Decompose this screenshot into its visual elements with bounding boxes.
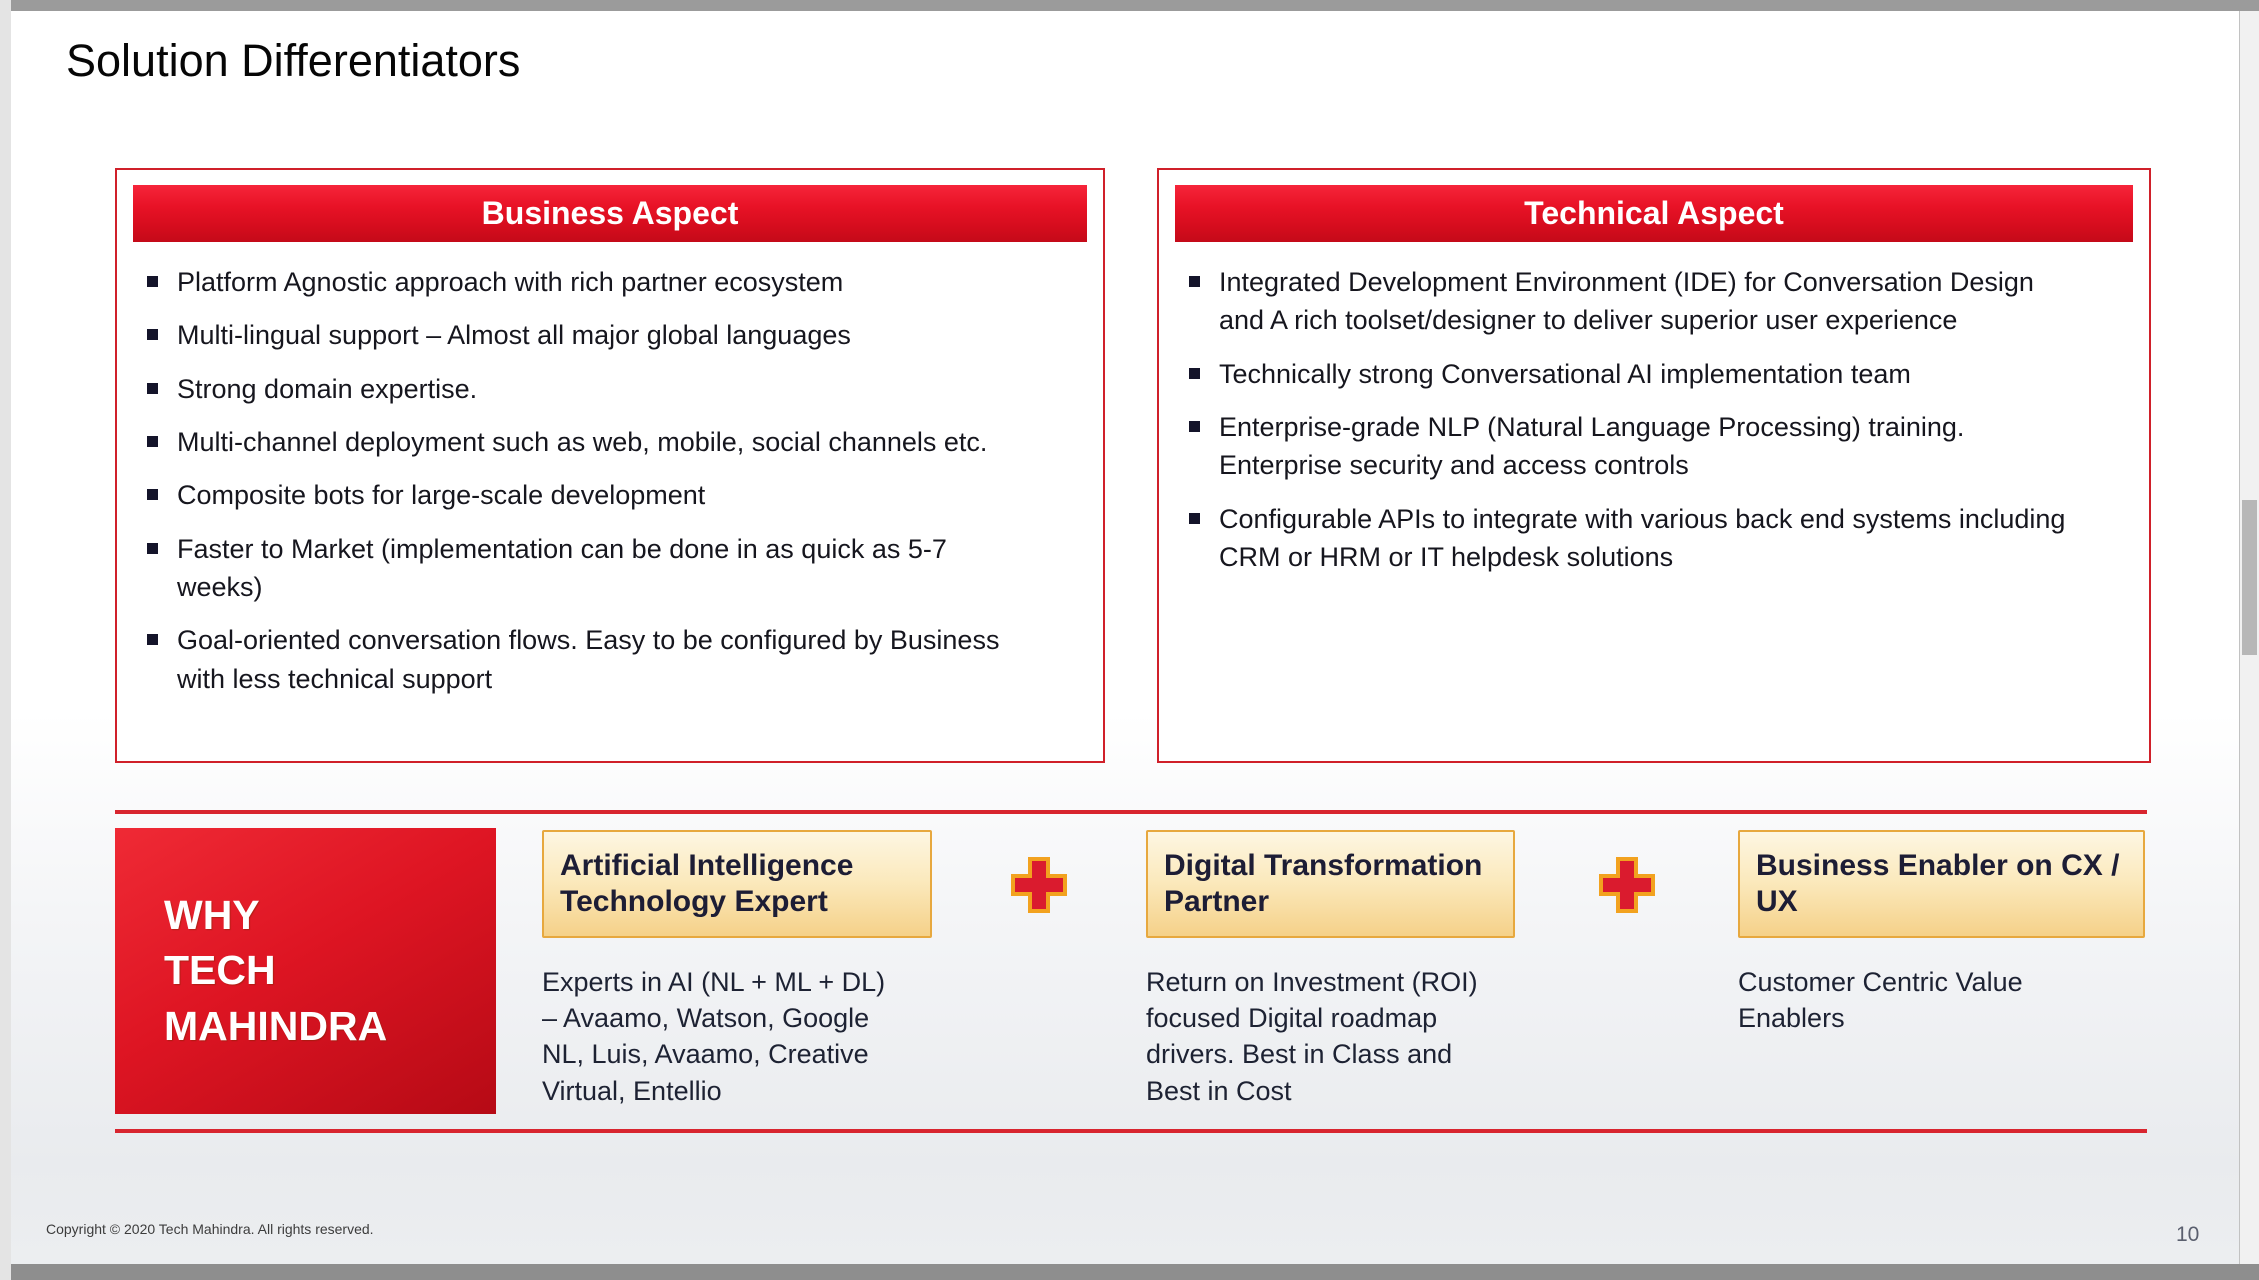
window-bottom-edge <box>11 1264 2259 1280</box>
bullet-item: Platform Agnostic approach with rich partner ecosystem <box>177 263 1022 301</box>
business-aspect-bullet-list <box>117 263 1103 698</box>
slide-canvas <box>11 11 2239 1264</box>
bullet-item: Goal-oriented conversation flows. Easy to be configured by Business with less technical support <box>177 621 1022 698</box>
why-label-line: TECH <box>164 947 276 994</box>
why-label-line: MAHINDRA <box>164 1002 388 1049</box>
page-title: Solution Differentiators <box>66 35 521 86</box>
bullet-item: Configurable APIs to integrate with various back end systems including CRM or HRM or IT helpdesk solutions <box>1219 500 2074 577</box>
bullet-item: Technically strong Conversational AI implementation team <box>1219 355 2074 393</box>
pillar-title: Artificial Intelligence Technology Expert <box>542 830 932 938</box>
technical-aspect-header: Technical Aspect <box>1175 185 2133 242</box>
pillar-body: Return on Investment (ROI) focused Digital roadmap drivers. Best in Class and Best in Cost <box>1146 967 1478 1106</box>
bullet-item: Faster to Market (implementation can be done in as quick as 5-7 weeks) <box>177 530 1022 607</box>
pillar-business-enabler <box>1738 830 2145 1036</box>
copyright-notice: Copyright © 2020 Tech Mahindra. All rights reserved. <box>46 1221 374 1237</box>
why-tech-mahindra-box <box>115 828 496 1114</box>
pillar-digital-transformation <box>1146 830 1515 1109</box>
pillar-title: Digital Transformation Partner <box>1146 830 1515 938</box>
divider-line <box>115 1129 2147 1133</box>
bullet-item: Multi-lingual support – Almost all major global languages <box>177 316 1022 354</box>
window-left-edge <box>0 0 11 1280</box>
pillar-ai-expert <box>542 830 932 1109</box>
business-aspect-panel <box>115 168 1105 763</box>
pillar-body: Experts in AI (NL + ML + DL) – Avaamo, Watson, Google NL, Luis, Avaamo, Creative Virtual, Entellio <box>542 967 886 1106</box>
divider-line <box>115 810 2147 814</box>
vertical-scrollbar-thumb[interactable] <box>2242 500 2257 655</box>
pillar-body: Customer Centric Value Enablers <box>1738 967 2023 1034</box>
bullet-item: Strong domain expertise. <box>177 370 1022 408</box>
bullet-item: Enterprise-grade NLP (Natural Language Processing) training. Enterprise security and access controls <box>1219 408 2074 485</box>
vertical-scrollbar-track[interactable] <box>2239 11 2259 1264</box>
business-aspect-header: Business Aspect <box>133 185 1087 242</box>
slide-page-number: 10 <box>2176 1223 2200 1246</box>
bullet-item: Integrated Development Environment (IDE) for Conversation Design and A rich toolset/designer to deliver superior user experience <box>1219 263 2074 340</box>
plus-icon <box>1009 855 1069 915</box>
bullet-item: Multi-channel deployment such as web, mobile, social channels etc. <box>177 423 1022 461</box>
why-label-line: WHY <box>164 891 260 938</box>
technical-aspect-bullet-list <box>1159 263 2149 576</box>
plus-icon <box>1597 855 1657 915</box>
pillar-title: Business Enabler on CX / UX <box>1738 830 2145 938</box>
bullet-item: Composite bots for large-scale development <box>177 476 1022 514</box>
window-top-edge <box>11 0 2259 11</box>
technical-aspect-panel <box>1157 168 2151 763</box>
